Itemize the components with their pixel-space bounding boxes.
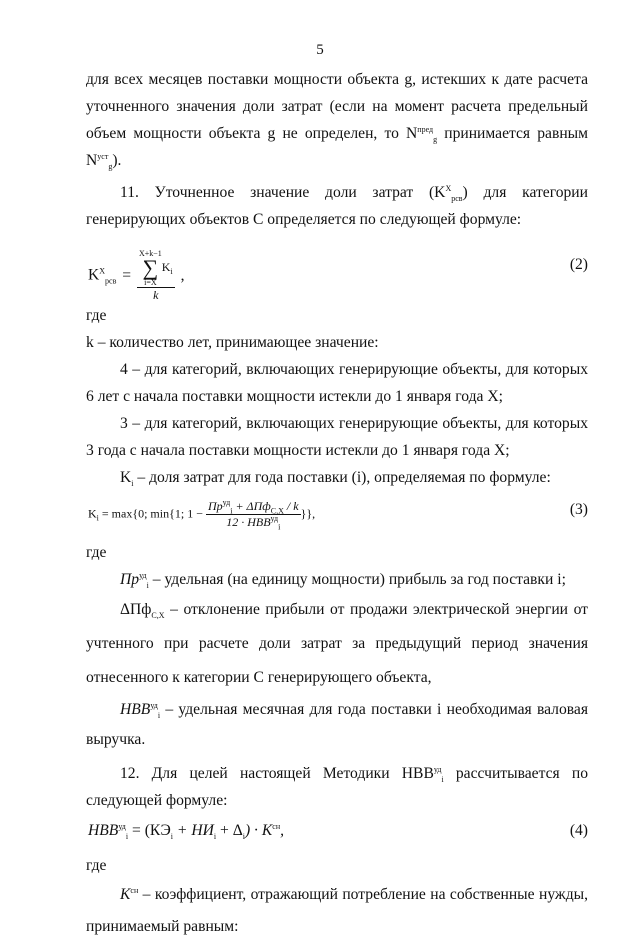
formula-text: 12 · НВВ [226,515,271,529]
subscript: g [108,162,113,172]
paragraph-text: – доля затрат для года поставки (i), определяемая по формуле: [133,469,551,486]
pr-definition [86,566,588,593]
paragraph-text: – отклонение прибыли от продажи электрической энергии от учтенного при расчете доли затрат за предыдущий период значения отнесенного к категории C генерирующего объекта, [86,601,588,686]
paragraph-text: – удельная месячная для года поставки i необходимая валовая выручка. [86,701,588,748]
where-label: где [86,857,107,874]
subscript: i [230,506,233,516]
list-item-3: 3 – для категорий, включающих генерирующие объекты, для которых 3 года с начала поставки мощности истекли до 1 января года Х; [86,415,588,459]
formula-text: , [280,822,285,839]
subscript: i [170,832,174,842]
subscript: C,X [270,506,284,516]
paragraph-text: 11. Уточненное значение доли затрат (K [120,184,446,201]
where-label: где [86,307,107,324]
formula-text: / k [283,499,299,513]
denominator: k [153,288,159,302]
paragraph-11 [86,179,588,233]
nvv-definition [86,695,588,755]
ki-definition [86,464,588,491]
paragraph-continuation [86,66,588,174]
formula-symbol: K [161,259,171,274]
superscript: X [99,266,106,276]
superscript: уд [118,821,126,831]
formula-text: + ΔПф [232,499,271,513]
formula-text: = (КЭ [128,822,171,839]
fraction [206,499,301,530]
superscript: уд [433,764,442,774]
subscript: i [213,832,217,842]
equation-number: (3) [569,501,588,518]
subscript: i [131,479,134,489]
formula-2: $K^X_{рсв}$ = X+k−1 ∑ i=X $K_i$ k , (2) [88,249,588,302]
subscript: i [170,267,173,277]
subscript: рсв [105,276,117,286]
fraction [137,249,175,303]
formula-text: + Δ [216,822,243,839]
formula-text: ) · K [244,822,273,839]
paragraph-text: – коэффициент, отражающий потребление на собственные нужды, принимаемый равным: [86,886,588,935]
paragraph-text: для всех месяцев поставки мощности объекта g, истекших к дате расчета уточненного значения доли затрат (если на момент расчета предельный объем мощности объекта g не определен, то N [86,71,588,142]
subscript: i [242,832,245,842]
superscript: уд [270,514,279,523]
paragraph-text: ). [112,152,122,169]
list-item-4: 4 – для категорий, включающих генерирующие объекты, для которых 6 лет с начала поставки мощности истекли до 1 января года Х; [86,361,588,405]
paragraph-text: k – количество лет, принимающее значение: [86,334,379,351]
formula-symbol: Пр [207,499,223,513]
formula-3 [86,491,588,539]
superscript: уст [97,151,109,161]
formula-symbol: НВВ [120,701,151,718]
formula-symbol: K [88,506,97,521]
superscript: сн [272,821,281,831]
paragraph-text: – удельная (на единицу мощности) прибыль за год поставки i; [148,571,566,588]
formula-text: }}, [300,506,316,521]
superscript: уд [222,498,231,507]
ksn-definition [86,879,588,943]
subscript: i [96,513,99,523]
superscript: пред [417,124,434,134]
subscript: i [146,581,149,591]
formula-text: + НИ [173,822,214,839]
page-number: 5 [316,42,324,58]
equation-number: (2) [569,256,588,273]
formula-symbol: K [88,266,100,284]
superscript: уд [139,570,147,580]
superscript: сн [130,885,139,895]
superscript: X [445,183,452,193]
subscript: рсв [451,194,463,204]
sum-operator: X+k−1 ∑ i=X [138,249,162,287]
paragraph-text: принимается равным N [86,125,589,169]
paragraph-text: ) для категории генерирующих объектов C определяется по следующей формуле: [86,184,588,228]
paragraph-text: 12. Для целей настоящей Методики НВВ [120,765,434,782]
subscript: i [278,522,281,532]
where-label: где [86,544,107,561]
subscript: i [125,832,129,842]
subscript: C,X [151,611,165,621]
paragraph-text: рассчитывается по следующей формуле: [86,765,589,809]
sum-lower-limit: i=X [144,278,157,287]
formula-symbol: ΔПф [120,601,152,618]
subscript: i [157,711,161,721]
formula-symbol: K [120,886,131,903]
formula-text: = max{0; min{1; 1 − [98,506,206,521]
subscript: g [433,135,438,145]
subscript: i [441,775,444,785]
sum-upper-limit: X+k−1 [138,249,162,258]
paragraph-12 [86,760,588,814]
document-body [86,66,588,943]
k-definition [86,329,588,356]
equation-number: (4) [569,822,588,839]
formula-symbol: K [120,469,132,486]
dpf-definition [86,593,588,695]
superscript: уд [150,700,158,710]
formula-symbol: Пр [120,571,140,588]
formula-4 [86,814,588,852]
formula-symbol: НВВ [88,822,119,839]
